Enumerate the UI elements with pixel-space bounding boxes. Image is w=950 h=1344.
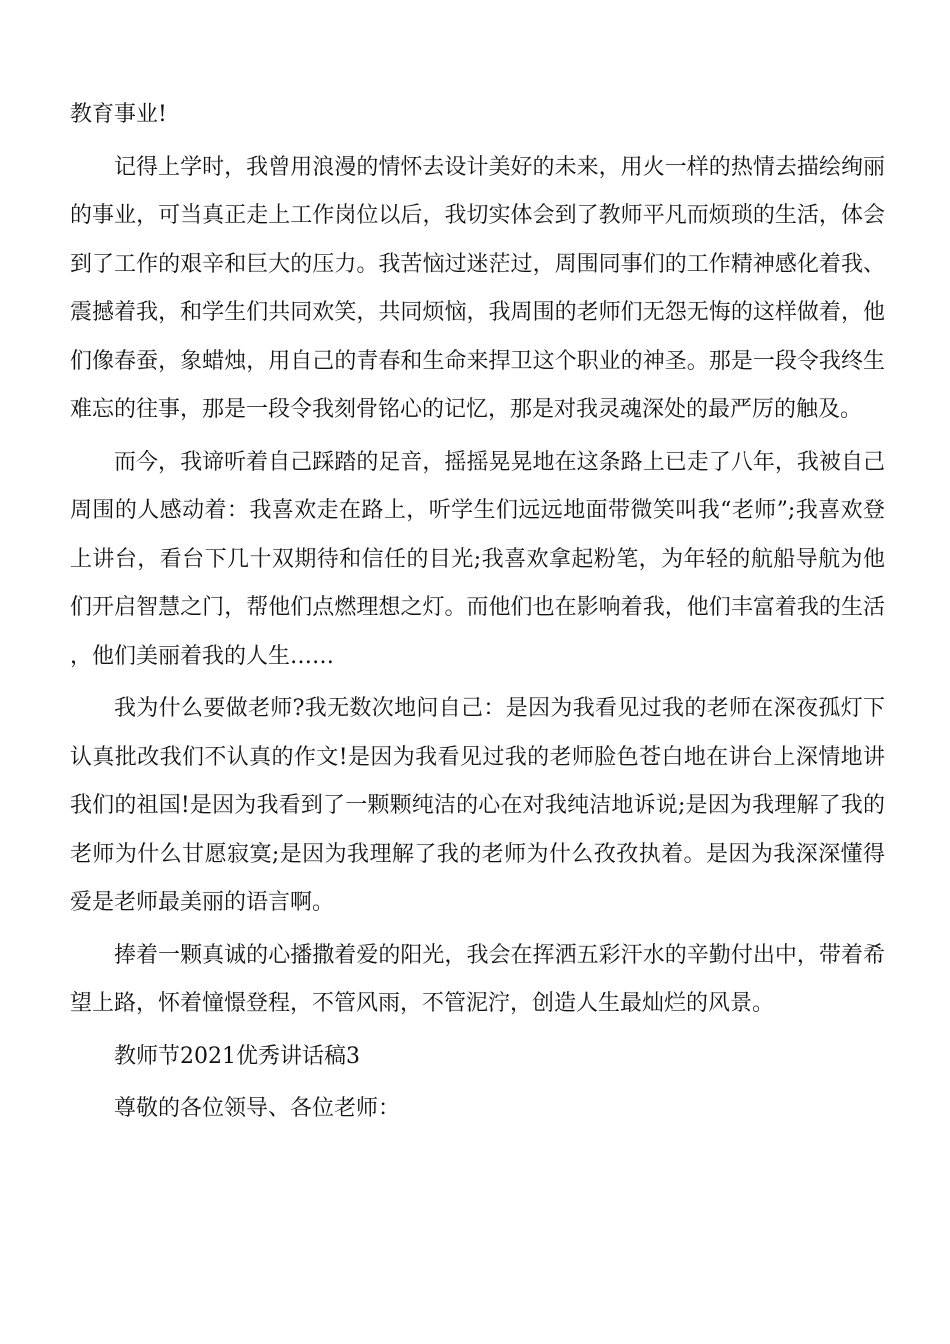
paragraph: 捧着一颗真诚的心播撒着爱的阳光，我会在挥洒五彩汗水的辛勤付出中，带着希望上路，怀着憧憬登程，不管风雨，不管泥泞，创造人生最灿烂的风景。	[70, 942, 885, 1016]
paragraph: 而今，我谛听着自己踩踏的足音，摇摇晃晃地在这条路上已走了八年，我被自己周围的人感动着：我喜欢走在路上，听学生们远远地面带微笑叫我“老师”;我喜欢登上讲台，看台下几十双期待和信任的目光;我喜欢拿起粉笔，为年轻的航船导航为他们开启智慧之门，帮他们点燃理想之灯。而他们也在影响着我，他们丰富着我的生活，他们美丽着我的人生……	[70, 449, 885, 669]
paragraph: 我为什么要做老师?我无数次地问自己：是因为我看见过我的老师在深夜孤灯下认真批改我们不认真的作文!是因为我看见过我的老师脸色苍白地在讲台上深情地讲我们的祖国!是因为我看到了一颗颗纯洁的心在对我纯洁地诉说;是因为我理解了我的老师为什么甘愿寂寞;是因为我理解了我的老师为什么孜孜执着。是因为我深深懂得爱是老师最美丽的语言啊。	[70, 696, 885, 915]
paragraph: 记得上学时，我曾用浪漫的情怀去设计美好的未来，用火一样的热情去描绘绚丽的事业，可当真正走上工作岗位以后，我切实体会到了教师平凡而烦琐的生活，体会到了工作的艰辛和巨大的压力。我苦恼过迷茫过，周围同事们的工作精神感化着我、震撼着我，和学生们共同欢笑，共同烦恼，我周围的老师们无怨无悔的这样做着，他们像春蚕，象蜡烛，用自己的青春和生命来捍卫这个职业的神圣。那是一段令我终生难忘的往事，那是一段令我刻骨铭心的记忆，那是对我灵魂深处的最严厉的触及。	[70, 154, 885, 422]
document-body	[70, 91, 885, 1138]
salutation: 尊敬的各位领导、各位老师：	[114, 1096, 401, 1121]
paragraph-continuation: 教育事业!	[70, 102, 167, 127]
section-title: 教师节2021优秀讲话稿3	[114, 1043, 360, 1069]
